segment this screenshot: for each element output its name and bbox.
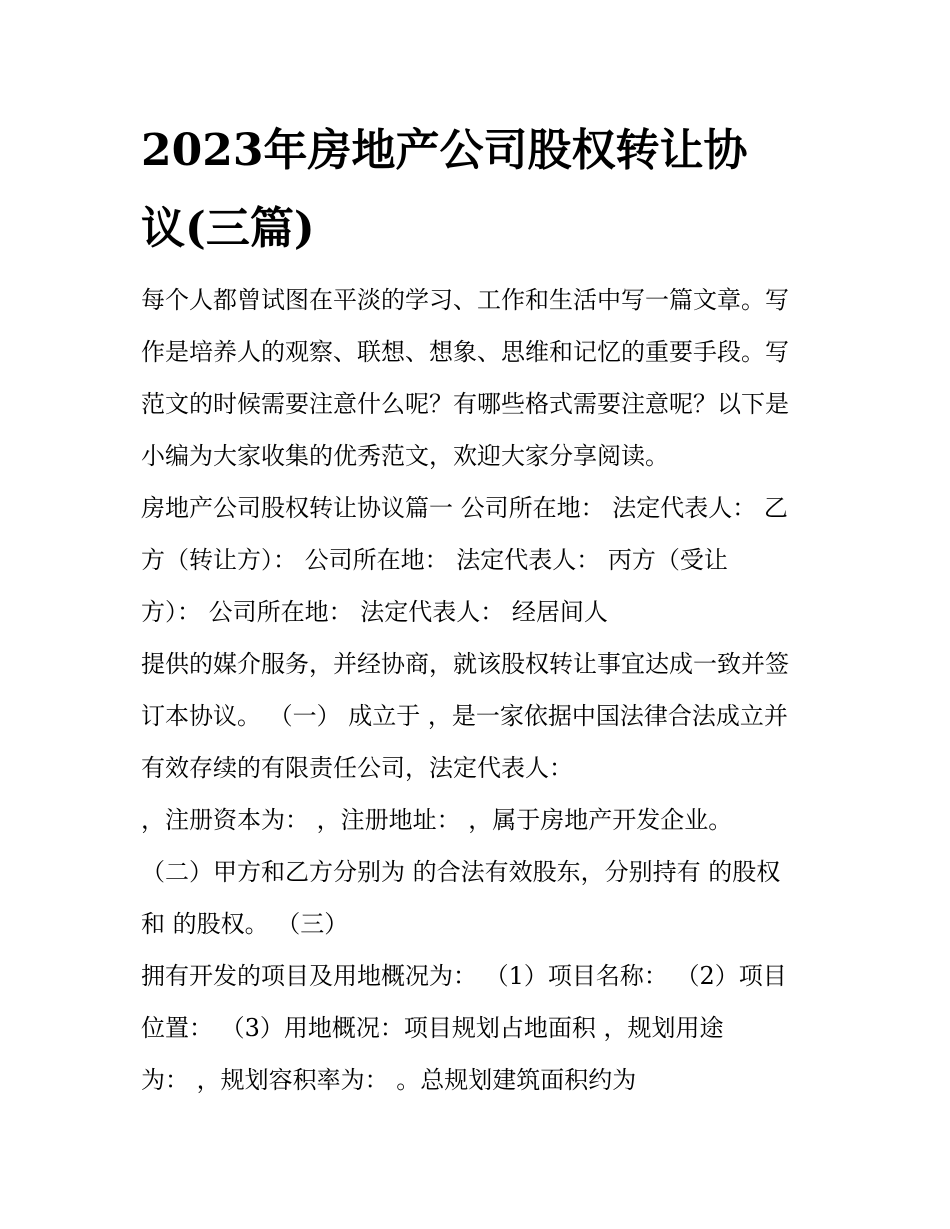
body-line: 拥有开发的项目及用地概况为： （1）项目名称： （2）项目 bbox=[141, 962, 787, 990]
document-body bbox=[141, 274, 821, 1106]
body-line: 位置： （3）用地概况：项目规划占地面积 ，规划用途 bbox=[141, 1014, 724, 1042]
title-line: 2023年房地产公司股权转让协 bbox=[141, 125, 748, 176]
document-title bbox=[141, 112, 821, 268]
body-line: 房地产公司股权转让协议篇一 公司所在地： 法定代表人： 乙 bbox=[141, 494, 788, 522]
body-line: 小编为大家收集的优秀范文，欢迎大家分享阅读。 bbox=[141, 442, 669, 470]
body-line: （二）甲方和乙方分别为 的合法有效股东，分别持有 的股权 bbox=[141, 858, 781, 886]
body-line: 范文的时候需要注意什么呢？有哪些格式需要注意呢？以下是 bbox=[141, 390, 789, 418]
body-line: 每个人都曾试图在平淡的学习、工作和生活中写一篇文章。写 bbox=[141, 286, 789, 314]
body-line: 方（转让方）： 公司所在地： 法定代表人： 丙方（受让 bbox=[141, 546, 728, 574]
body-line: 提供的媒介服务，并经协商，就该股权转让事宜达成一致并签 bbox=[141, 650, 789, 678]
body-line: 和 的股权。 （三） bbox=[141, 910, 349, 938]
body-line: 方）： 公司所在地： 法定代表人： 经居间人 bbox=[141, 598, 608, 626]
title-line: 议(三篇) bbox=[141, 203, 315, 254]
body-line: 作是培养人的观察、联想、想象、思维和记忆的重要手段。写 bbox=[141, 338, 789, 366]
body-line: 为： ，规划容积率为： 。总规划建筑面积约为 bbox=[141, 1066, 637, 1094]
body-line: 订本协议。 （一） 成立于 ，是一家依据中国法律合法成立并 bbox=[141, 702, 788, 730]
body-line: 有效存续的有限责任公司，法定代表人： bbox=[141, 754, 573, 782]
body-line: ，注册资本为： ，注册地址： ，属于房地产开发企业。 bbox=[141, 806, 733, 834]
